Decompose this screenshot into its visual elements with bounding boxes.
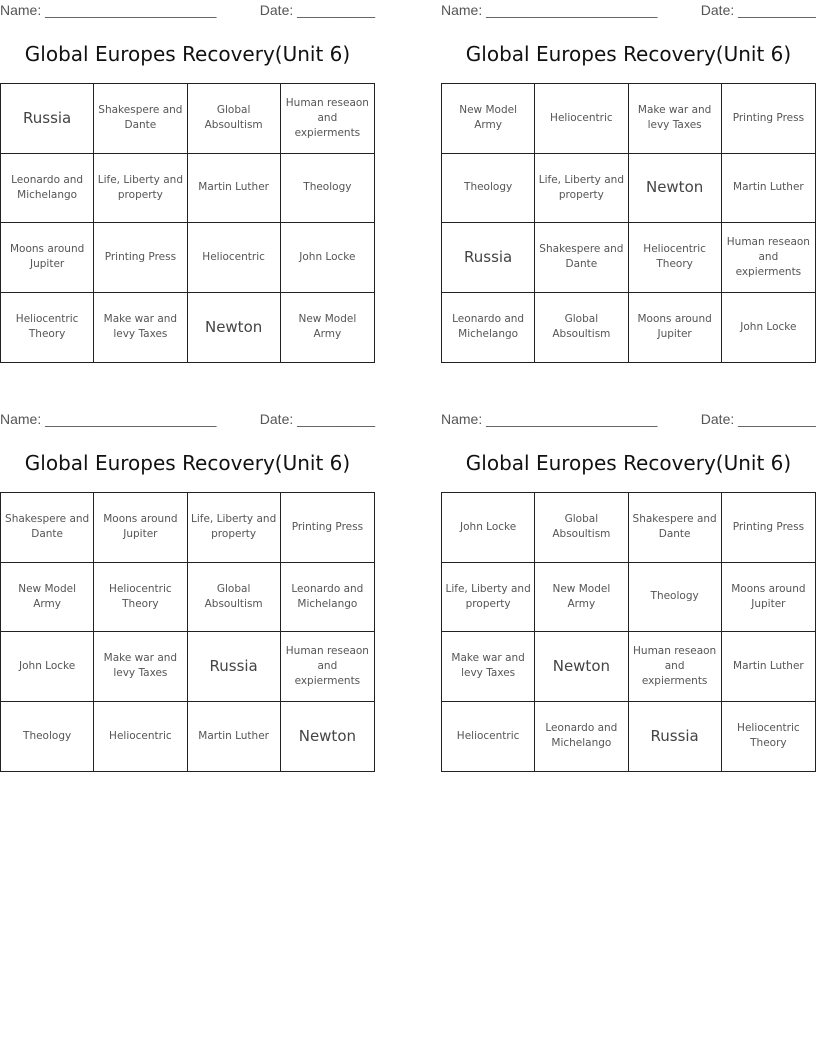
bingo-cell: Shakespere and Dante (1, 493, 94, 563)
bingo-cell: Life, Liberty and property (535, 154, 628, 224)
bingo-cell: New Model Army (1, 563, 94, 633)
bingo-cell: Shakespere and Dante (94, 84, 187, 154)
bingo-cell: Global Absoultism (188, 84, 281, 154)
bingo-cell: Martin Luther (188, 702, 281, 772)
date-label: Date: __________ (259, 2, 375, 18)
date-label: Date: __________ (700, 411, 816, 427)
bingo-cell: Global Absoultism (535, 293, 628, 363)
bingo-cell: Printing Press (722, 84, 815, 154)
card-title: Global Europes Recovery(Unit 6) (24, 42, 351, 66)
bingo-cell: John Locke (281, 223, 374, 293)
bingo-cell: Newton (298, 726, 357, 745)
name-label: Name: ______________________ (0, 411, 217, 427)
bingo-cell: Russia (188, 632, 281, 702)
name-label: Name: ______________________ (441, 2, 658, 18)
bingo-grid (441, 83, 816, 363)
bingo-cell: Newton (188, 293, 281, 363)
bingo-cell: Moons around Jupiter (722, 563, 815, 633)
bingo-cell: Russia (1, 84, 94, 154)
bingo-cell: Heliocentric (442, 702, 535, 772)
bingo-grid (441, 492, 816, 772)
bingo-cell: Human reseaon and expierments (281, 84, 374, 154)
card-header (441, 411, 816, 429)
bingo-cell: New Model Army (442, 84, 535, 154)
bingo-cell: Leonardo and Michelango (442, 293, 535, 363)
date-label: Date: __________ (700, 2, 816, 18)
bingo-cell: New Model Army (298, 313, 357, 341)
card-title: Global Europes Recovery(Unit 6) (465, 42, 792, 66)
bingo-cell: Theology (442, 154, 535, 224)
bingo-cell: Life, Liberty and property (94, 154, 187, 224)
bingo-cell: New Model Army (535, 563, 628, 633)
bingo-cell: Martin Luther (722, 154, 815, 224)
name-label: Name: ______________________ (441, 411, 658, 427)
date-label: Date: __________ (259, 411, 375, 427)
bingo-cell: Russia (442, 223, 535, 293)
bingo-cell: Printing Press (94, 223, 187, 293)
bingo-cell: Human reseaon and expierments (281, 632, 374, 702)
bingo-cell: John Locke (1, 632, 94, 702)
bingo-cell: Leonardo and Michelango (1, 154, 94, 224)
bingo-cell: Russia (629, 702, 722, 772)
bingo-cell: Moons around Jupiter (629, 293, 722, 363)
card-header (0, 411, 375, 429)
bingo-cell: Moons around Jupiter (94, 493, 187, 563)
bingo-cell: Heliocentric Theory (94, 563, 187, 633)
bingo-cell: Human reseaon and expierments (722, 223, 815, 293)
bingo-cell: Moons around Jupiter (1, 223, 94, 293)
bingo-cell: Leonardo and Michelango (281, 563, 374, 633)
card-title: Global Europes Recovery(Unit 6) (24, 451, 351, 475)
bingo-cell: Heliocentric Theory (1, 293, 94, 363)
bingo-cell: Martin Luther (722, 632, 815, 702)
bingo-grid (0, 492, 375, 772)
bingo-cell: Heliocentric (94, 702, 187, 772)
bingo-cell: John Locke (740, 320, 797, 333)
bingo-cell: Newton (629, 154, 722, 224)
bingo-cell: Theology (281, 154, 374, 224)
bingo-cell: Martin Luther (188, 154, 281, 224)
bingo-cell: Heliocentric (188, 223, 281, 293)
bingo-cell: Life, Liberty and property (188, 493, 281, 563)
bingo-cell: Make war and levy Taxes (94, 293, 187, 363)
bingo-cell: Global Absoultism (535, 493, 628, 563)
bingo-cell: Life, Liberty and property (442, 563, 535, 633)
bingo-cell: Shakespere and Dante (535, 223, 628, 293)
bingo-cell: Theology (629, 563, 722, 633)
bingo-cell: John Locke (442, 493, 535, 563)
card-title: Global Europes Recovery(Unit 6) (465, 451, 792, 475)
bingo-cell: Leonardo and Michelango (535, 702, 628, 772)
bingo-cell: Make war and levy Taxes (94, 632, 187, 702)
bingo-grid (0, 83, 375, 363)
bingo-cell: Printing Press (281, 493, 374, 563)
bingo-cell: Heliocentric Theory (629, 223, 722, 293)
bingo-cell: Global Absoultism (188, 563, 281, 633)
bingo-cell: Make war and levy Taxes (442, 632, 535, 702)
bingo-cell: Printing Press (722, 493, 815, 563)
bingo-cell: Heliocentric (535, 84, 628, 154)
name-label: Name: ______________________ (0, 2, 217, 18)
card-header (0, 2, 375, 20)
bingo-cell: Make war and levy Taxes (629, 84, 722, 154)
card-header (441, 2, 816, 20)
bingo-cell: Theology (1, 702, 94, 772)
bingo-cell: Shakespere and Dante (629, 493, 722, 563)
bingo-cell: Newton (535, 632, 628, 702)
bingo-cell: Human reseaon and expierments (629, 632, 722, 702)
bingo-cell: Heliocentric Theory (737, 722, 800, 750)
